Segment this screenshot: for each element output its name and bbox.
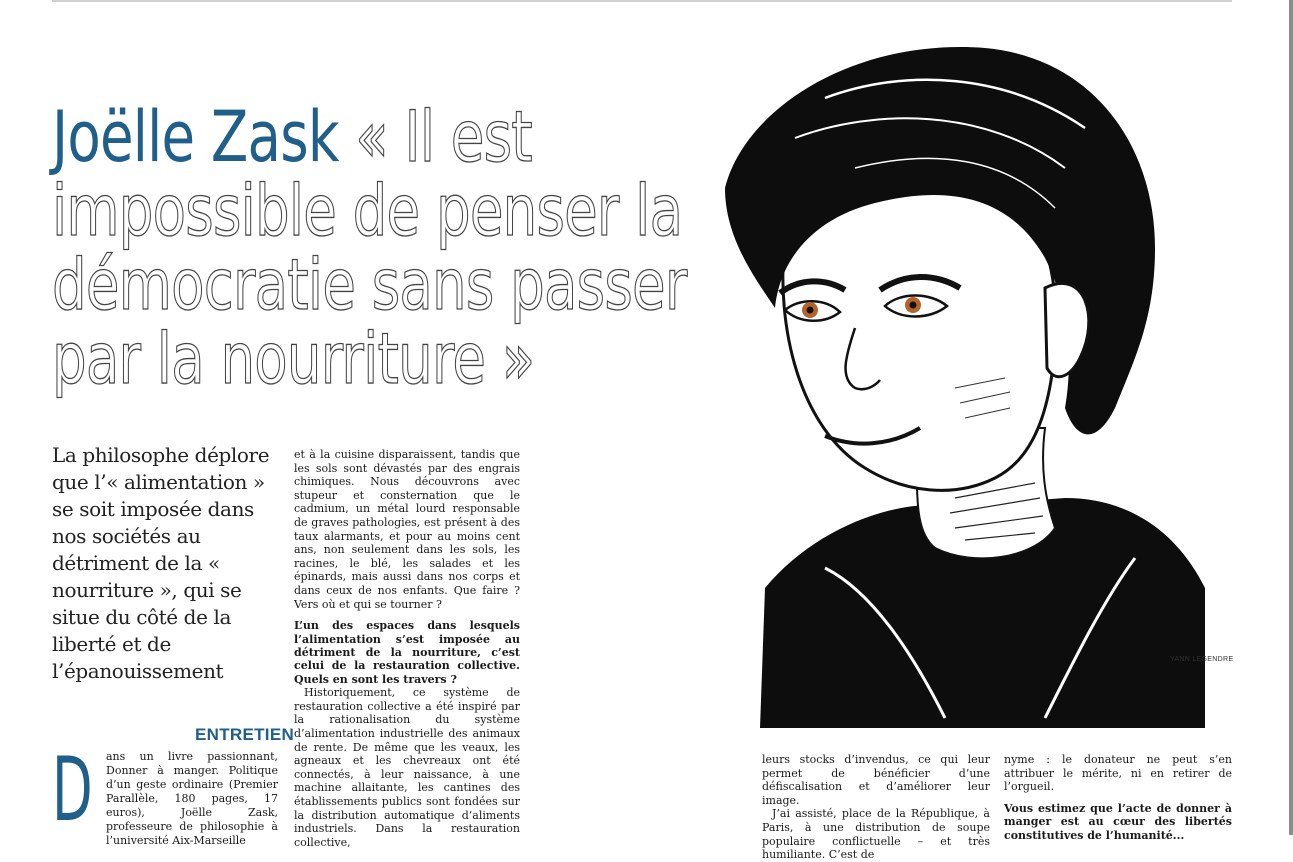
illustration-credit: YANN LEGENDRE xyxy=(1170,656,1234,663)
drop-cap: D xyxy=(52,738,93,841)
headline xyxy=(52,96,692,400)
interview-question: Vous estimez que l’acte de donner à manger est au cœur des libertés constitutives de l’humanité... xyxy=(1004,801,1232,842)
body-column-b xyxy=(762,753,990,862)
body-paragraph: nyme : le donateur ne peut s’en attribuer le mérite, ni en retirer de l’orgueil. xyxy=(1004,753,1232,794)
headline-name: Joëlle Zask xyxy=(52,96,339,178)
body-column-c xyxy=(1004,753,1232,842)
interview-question: L’un des espaces dans lesquels l’alimentation s’est imposée au détriment de la nourriture, c’est celui de la restauration collective. Quels en sont les travers ? xyxy=(294,619,520,686)
intro-paragraph: ans un livre passionnant, Donner à manger. Politique d’un geste ordinaire (Premier Parallèle, 180 pages, 17 euros), Joëlle Zask, professeure de philosophie à l’université Aix-Marseille xyxy=(106,750,278,847)
standfirst: La philosophe déplore que l’« alimentation » se soit imposée dans nos sociétés au détriment de la « nourriture », qui se situe du côté de la liberté et de l’épanouissement xyxy=(52,443,270,683)
body-paragraph: Historiquement, ce système de restauration collective a été inspiré par la rationalisation du système d’alimentation industrielle des animaux de rente. De même que les veaux, les agneaux et les chevreaux ont été connectés, à leur naissance, à une machine allaitante, les cantines des établissements publics sont fondées sur la distribution automatique d’aliments industriels. Dans la restauration collective, xyxy=(294,686,520,849)
body-paragraph: J’ai assisté, place de la République, à Paris, à une distribution de soupe populaire conflictuelle – et très humiliante. C’est de xyxy=(762,807,990,862)
body-paragraph: et à la cuisine disparaissent, tandis que les sols sont dévastés par des engrais chimiques. Nous découvrons avec stupeur et consternation que le cadmium, un métal lourd responsable de graves pathologies, est présent à des taux alarmants, et pour au moins cent ans, non seulement dans les sols, les racines, le blé, les salades et les épinards, mais aussi dans nos corps et dans ceux de nos enfants. Que faire ? Vers où et qui se tourner ? xyxy=(294,448,520,611)
body-column-a xyxy=(294,448,520,849)
headline-quote: « Il est impossible de penser la démocratie sans passer par la nourriture » xyxy=(52,96,687,400)
top-rule xyxy=(52,0,1232,2)
portrait-illustration xyxy=(705,28,1225,748)
page-edge xyxy=(1289,0,1293,835)
body-paragraph: leurs stocks d’invendus, ce qui leur permet de bénéficier d’une défiscalisation et d’améliorer leur image. xyxy=(762,753,990,807)
section-label: ENTRETIEN xyxy=(195,725,295,744)
